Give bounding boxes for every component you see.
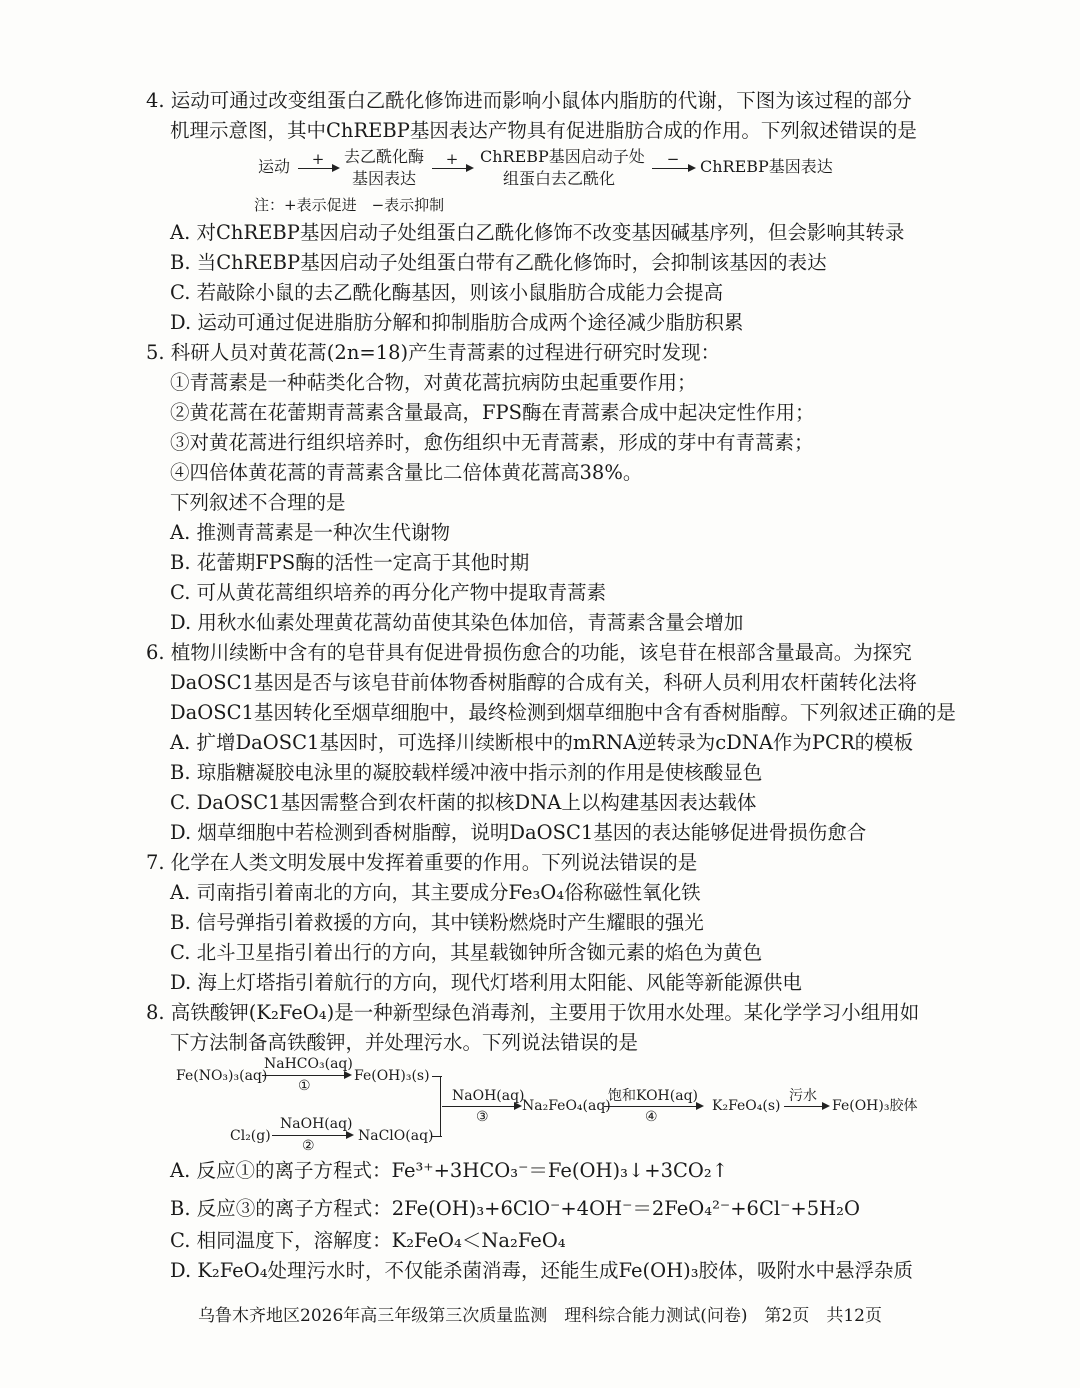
scheme-s2-product: NaClO(aq) [358, 1128, 434, 1144]
q5-option-b[interactable]: B. 花蕾期FPS酶的活性一定高于其他时期 [170, 551, 530, 574]
scheme-s2-reagent: NaOH(aq) [280, 1116, 353, 1132]
q5-prompt: 下列叙述不合理的是 [170, 491, 346, 514]
q5-stem: 5. 科研人员对黄花蒿(2n=18)产生青蒿素的过程进行研究时发现： [146, 341, 721, 364]
q8-option-a[interactable]: A. 反应①的离子方程式：Fe³⁺+3HCO₃⁻＝Fe(OH)₃↓+3CO₂↑ [170, 1159, 729, 1182]
q7-option-a[interactable]: A. 司南指引着南北的方向，其主要成分Fe₃O₄俗称磁性氧化铁 [170, 881, 701, 904]
diagram-node-deacetylase-line1: 去乙酰化酶 [344, 147, 425, 166]
diagram-node-expression: ChREBP基因表达 [700, 157, 833, 176]
scheme-bracket [440, 1076, 441, 1136]
scheme-s3-reagent: NaOH(aq) [452, 1088, 525, 1104]
q5-fact-1: ①青蒿素是一种萜类化合物，对黄花蒿抗病防虫起重要作用； [170, 371, 697, 394]
q5-option-a[interactable]: A. 推测青蒿素是一种次生代谢物 [170, 521, 450, 544]
q8-option-d[interactable]: D. K₂FeO₄处理污水时，不仅能杀菌消毒，还能生成Fe(OH)₃胶体，吸附水中悬浮杂质 [170, 1259, 914, 1282]
q6-option-b[interactable]: B. 琼脂糖凝胶电泳里的凝胶载样缓冲液中指示剂的作用是使核酸显色 [170, 761, 763, 784]
q5-option-c[interactable]: C. 可从黄花蒿组织培养的再分化产物中提取青蒿素 [170, 581, 607, 604]
q4-option-a[interactable]: A. 对ChREBP基因启动子处组蛋白乙酰化修饰不改变基因碱基序列，但会影响其转录 [170, 221, 905, 244]
diagram-node-deacetylase-line2: 基因表达 [352, 169, 417, 188]
q4-option-b[interactable]: B. 当ChREBP基因启动子处组蛋白带有乙酰化修饰时，会抑制该基因的表达 [170, 251, 827, 274]
q8-stem-line1: 8. 高铁酸钾(K₂FeO₄)是一种新型绿色消毒剂，主要用于饮用水处理。某化学学习小组用如 [146, 1001, 920, 1024]
scheme-s3-step: ③ [476, 1109, 489, 1125]
scheme-s1-step: ① [298, 1078, 311, 1094]
diagram-node-exercise: 运动 [258, 157, 291, 176]
diagram-arrow-1 [298, 168, 338, 169]
q7-option-c[interactable]: C. 北斗卫星指引着出行的方向，其星载铷钟所含铷元素的焰色为黄色 [170, 941, 763, 964]
q4-stem-line1: 4. 运动可通过改变组蛋白乙酰化修饰进而影响小鼠体内脂肪的代谢，下图为该过程的部分 [146, 89, 912, 112]
q4-note: 注：+表示促进 −表示抑制 [254, 196, 445, 214]
q6-stem-line2: DaOSC1基因是否与该皂苷前体物香树脂醇的合成有关，科研人员利用农杆菌转化法将 [170, 671, 917, 694]
q5-fact-4: ④四倍体黄花蒿的青蒿素含量比二倍体黄花蒿高38%。 [170, 461, 643, 484]
q5-option-d[interactable]: D. 用秋水仙素处理黄花蒿幼苗使其染色体加倍，青蒿素含量会增加 [170, 611, 744, 634]
diagram-arrow-2 [432, 168, 472, 169]
diagram-sign-3: − [666, 150, 680, 168]
scheme-s1-reagent: NaHCO₃(aq) [264, 1056, 353, 1072]
q4-option-d[interactable]: D. 运动可通过促进脂肪分解和抑制脂肪合成两个途径减少脂肪积累 [170, 311, 744, 334]
scheme-s5-arrow [784, 1106, 828, 1107]
page-footer: 乌鲁木齐地区2026年高三年级第三次质量监测 理科综合能力测试(问卷) 第2页 共12页 [198, 1306, 882, 1326]
q8-option-b[interactable]: B. 反应③的离子方程式：2Fe(OH)₃+6ClO⁻+4OH⁻＝2FeO₄²⁻+6Cl⁻+5H₂O [170, 1197, 860, 1220]
q7-stem: 7. 化学在人类文明发展中发挥着重要的作用。下列说法错误的是 [146, 851, 698, 874]
diagram-node-promoter-line1: ChREBP基因启动子处 [480, 147, 645, 166]
diagram-sign-1: + [311, 150, 325, 168]
q6-option-d[interactable]: D. 烟草细胞中若检测到香树脂醇，说明DaOSC1基因的表达能够促进骨损伤愈合 [170, 821, 867, 844]
q7-option-d[interactable]: D. 海上灯塔指引着航行的方向，现代灯塔利用太阳能、风能等新能源供电 [170, 971, 802, 994]
q6-stem-line1: 6. 植物川续断中含有的皂苷具有促进骨损伤愈合的功能，该皂苷在根部含量最高。为探究 [146, 641, 912, 664]
q6-stem-line3: DaOSC1基因转化至烟草细胞中，最终检测到烟草细胞中含有香树脂醇。下列叙述正确的是 [170, 701, 956, 724]
diagram-sign-2: + [445, 150, 459, 168]
q4-stem-line2: 机理示意图，其中ChREBP基因表达产物具有促进脂肪合成的作用。下列叙述错误的是 [170, 119, 917, 142]
q6-option-c[interactable]: C. DaOSC1基因需整合到农杆菌的拟核DNA上以构建基因表达载体 [170, 791, 757, 814]
scheme-s1-reactant: Fe(NO₃)₃(aq) [176, 1068, 268, 1084]
scheme-s3-product: Na₂FeO₄(aq) [522, 1098, 611, 1114]
scheme-s2-reactant: Cl₂(g) [230, 1128, 271, 1144]
q4-option-c[interactable]: C. 若敲除小鼠的去乙酰化酶基因，则该小鼠脂肪合成能力会提高 [170, 281, 724, 304]
q5-fact-2: ②黄花蒿在花蕾期青蒿素含量最高，FPS酶在青蒿素合成中起决定性作用； [170, 401, 815, 424]
diagram-node-promoter-line2: 组蛋白去乙酰化 [503, 169, 616, 188]
q8-stem-line2: 下方法制备高铁酸钾，并处理污水。下列说法错误的是 [170, 1031, 639, 1054]
diagram-arrow-3 [652, 168, 694, 169]
scheme-s4-step: ④ [645, 1109, 658, 1125]
scheme-s4-product: K₂FeO₄(s) [712, 1098, 781, 1114]
scheme-s4-reagent: 饱和KOH(aq) [608, 1088, 699, 1104]
scheme-s1-product: Fe(OH)₃(s) [354, 1068, 430, 1084]
scheme-s2-step: ② [302, 1138, 315, 1154]
q6-option-a[interactable]: A. 扩增DaOSC1基因时，可选择川续断根中的mRNA逆转录为cDNA作为PCR的模板 [170, 731, 914, 754]
q5-fact-3: ③对黄花蒿进行组织培养时，愈伤组织中无青蒿素，形成的芽中有青蒿素； [170, 431, 814, 454]
scheme-s5-product: Fe(OH)₃胶体 [832, 1098, 918, 1114]
scheme-s5-reagent: 污水 [789, 1088, 817, 1104]
scheme-bracket-bottom [432, 1136, 442, 1137]
q8-option-c[interactable]: C. 相同温度下，溶解度：K₂FeO₄＜Na₂FeO₄ [170, 1229, 566, 1252]
q7-option-b[interactable]: B. 信号弹指引着救援的方向，其中镁粉燃烧时产生耀眼的强光 [170, 911, 704, 934]
